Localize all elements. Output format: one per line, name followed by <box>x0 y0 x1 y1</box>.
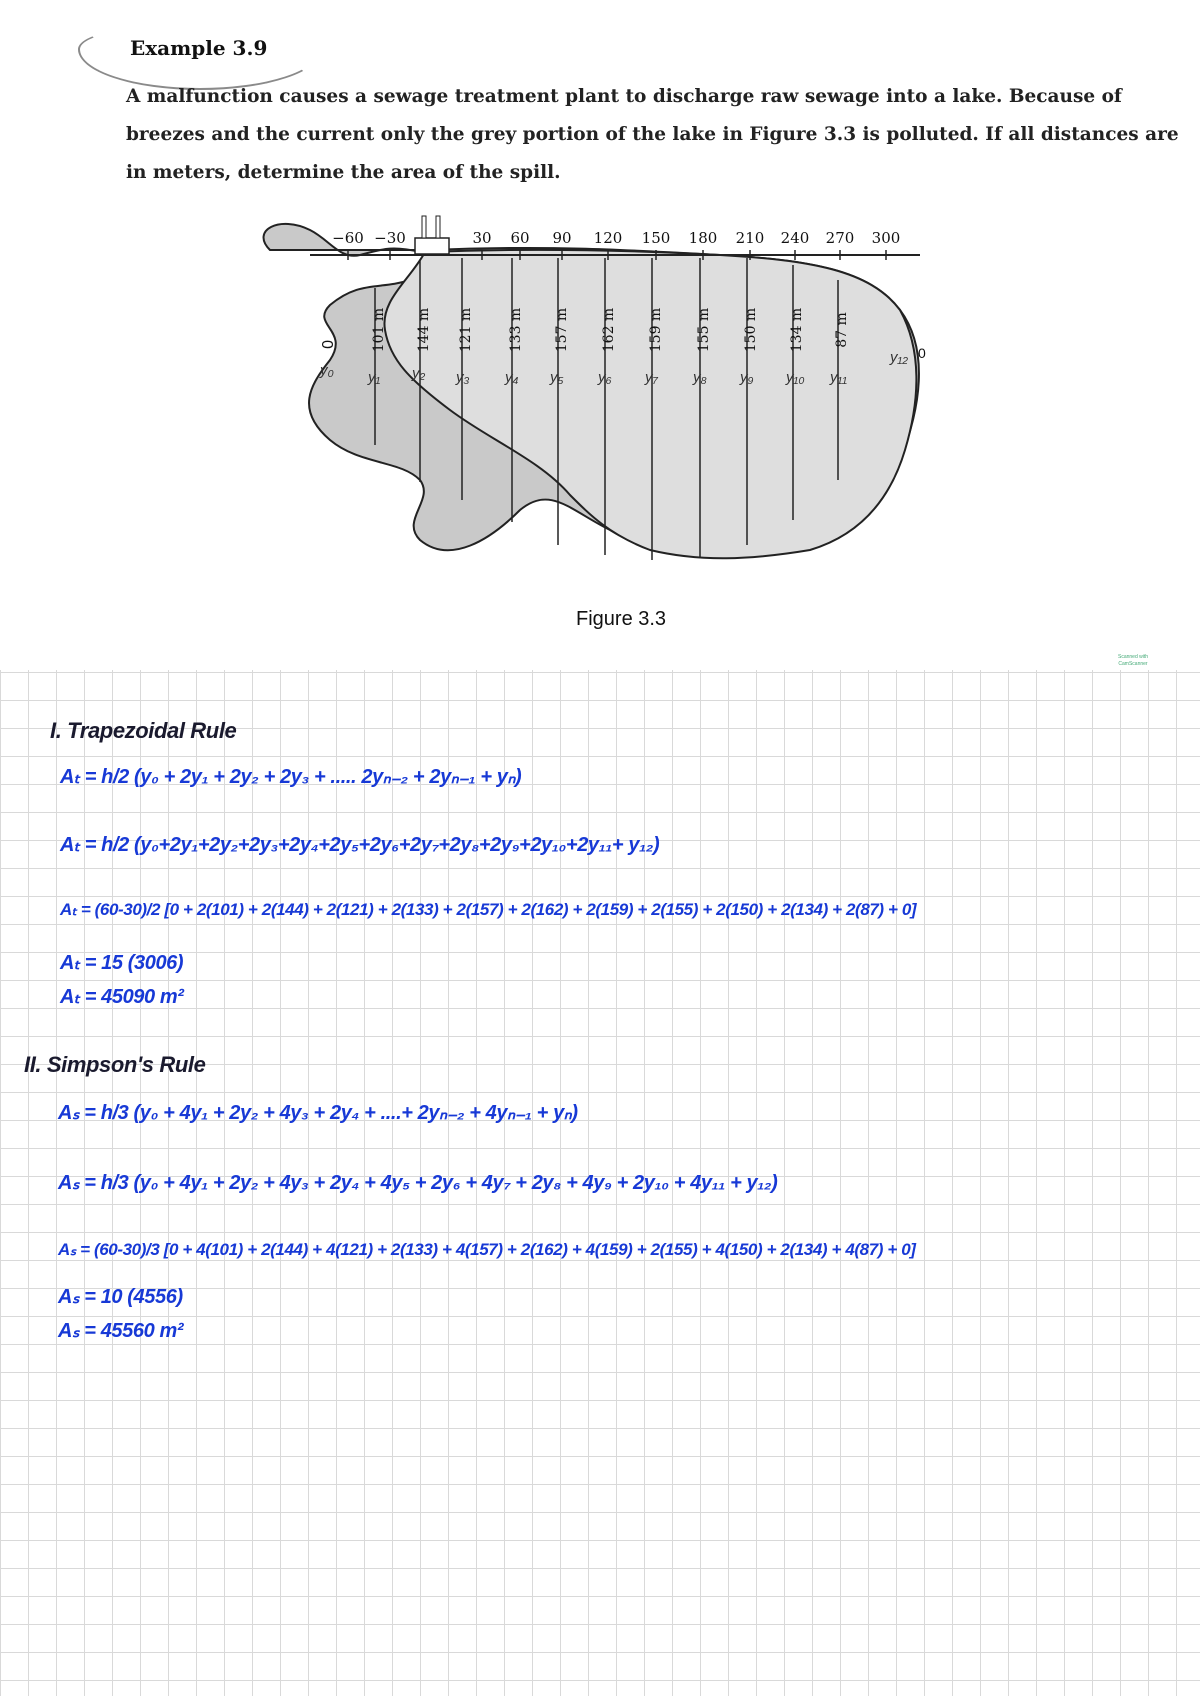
width-label: 144 m <box>416 307 432 353</box>
width-label: 159 m <box>648 307 664 353</box>
y-label: y₄ <box>505 369 519 386</box>
axis-tick-label: −30 <box>374 229 406 247</box>
simp-result: Aₛ = 45560 m² <box>58 1320 184 1342</box>
axis-tick-label: 150 <box>641 229 671 247</box>
treatment-plant-icon <box>415 216 449 254</box>
y-label: y₁ <box>368 369 381 386</box>
axis-tick-label: 30 <box>472 229 492 247</box>
trap-line: Aₜ = h/2 (y₀+2y₁+2y₂+2y₃+2y₄+2y₅+2y₆+2y₇+2y₈+2y₉+2y₁₀+2y₁₁+ y₁₂) <box>60 834 660 856</box>
simp-line: Aₛ = 10 (4556) <box>58 1286 183 1308</box>
problem-line: in meters, determine the area of the spill. <box>126 162 561 183</box>
width-label: 134 m <box>789 307 805 353</box>
y-label: y₃ <box>456 369 470 386</box>
y-label: y₀ <box>320 362 334 379</box>
y-label: y₉ <box>740 369 754 386</box>
axis-tick-label: −60 <box>332 229 364 247</box>
axis-tick-label: 180 <box>688 229 718 247</box>
axis-tick-label: 60 <box>510 229 530 247</box>
simp-line: Aₛ = h/3 (y₀ + 4y₁ + 2y₂ + 4y₃ + 2y₄ + ....+ 2yₙ₋₂ + 4yₙ₋₁ + yₙ) <box>58 1102 578 1124</box>
width-label: 155 m <box>696 307 712 353</box>
trap-line: Aₜ = (60-30)/2 [0 + 2(101) + 2(144) + 2(121) + 2(133) + 2(157) + 2(162) + 2(159) + 2(155) + 2(150) + 2(134) + 2(87) + 0] <box>60 900 917 919</box>
axis-tick-label: 90 <box>552 229 572 247</box>
trap-result: Aₜ = 45090 m² <box>60 986 184 1008</box>
trap-line: Aₜ = h/2 (y₀ + 2y₁ + 2y₂ + 2y₃ + ..... 2yₙ₋₂ + 2yₙ₋₁ + yₙ) <box>60 766 522 788</box>
width-label: 133 m <box>508 307 524 353</box>
axis-tick-label: 210 <box>735 229 765 247</box>
axis-tick-label: 300 <box>871 229 901 247</box>
problem-line: A malfunction causes a sewage treatment plant to discharge raw sewage into a lake. Because of <box>126 86 1122 107</box>
scanner-badge: Scanned with CamScanner <box>1117 654 1149 667</box>
axis-tick-label: 270 <box>825 229 855 247</box>
problem-line: breezes and the current only the grey portion of the lake in Figure 3.3 is polluted. If all distances are <box>126 124 1179 145</box>
y-label: y₅ <box>550 369 564 386</box>
lake-figure <box>250 210 1010 590</box>
example-title: Example 3.9 <box>130 36 268 60</box>
y-label: y₆ <box>598 369 612 386</box>
y-label: y₈ <box>693 369 707 386</box>
zero-label: 0 <box>318 340 335 349</box>
y-label: y₂ <box>412 365 426 382</box>
scanned-textbook-page <box>0 0 1200 670</box>
y-label: y₁₁ <box>830 369 847 386</box>
width-label: 162 m <box>601 307 617 353</box>
axis-tick-label: 120 <box>593 229 623 247</box>
y-label: y₁₂ <box>890 349 908 366</box>
trap-line: Aₜ = 15 (3006) <box>60 952 184 974</box>
y-label: y₇ <box>645 369 658 386</box>
trapezoidal-heading: I. Trapezoidal Rule <box>50 718 237 743</box>
width-label: 121 m <box>458 307 474 353</box>
width-label: 150 m <box>743 307 759 353</box>
figure-caption: Figure 3.3 <box>576 608 667 630</box>
simp-line: Aₛ = (60-30)/3 [0 + 4(101) + 2(144) + 4(121) + 2(133) + 4(157) + 2(162) + 4(159) + 2(155) + 4(150) + 2(134) + 4(87) + 0] <box>58 1240 916 1259</box>
y-label: y₁₀ <box>786 369 805 386</box>
width-label: 87 m <box>834 312 850 348</box>
simp-line: Aₛ = h/3 (y₀ + 4y₁ + 2y₂ + 4y₃ + 2y₄ + 4y₅ + 2y₆ + 4y₇ + 2y₈ + 4y₉ + 2y₁₀ + 4y₁₁ + y₁₂) <box>58 1172 778 1194</box>
axis-tick-label: 240 <box>780 229 810 247</box>
problem-statement <box>126 78 1179 192</box>
width-label: 157 m <box>554 307 570 353</box>
end-label: 0 <box>918 345 926 361</box>
width-label: 101 m <box>371 307 387 353</box>
simpsons-heading: II. Simpson's Rule <box>24 1052 206 1077</box>
